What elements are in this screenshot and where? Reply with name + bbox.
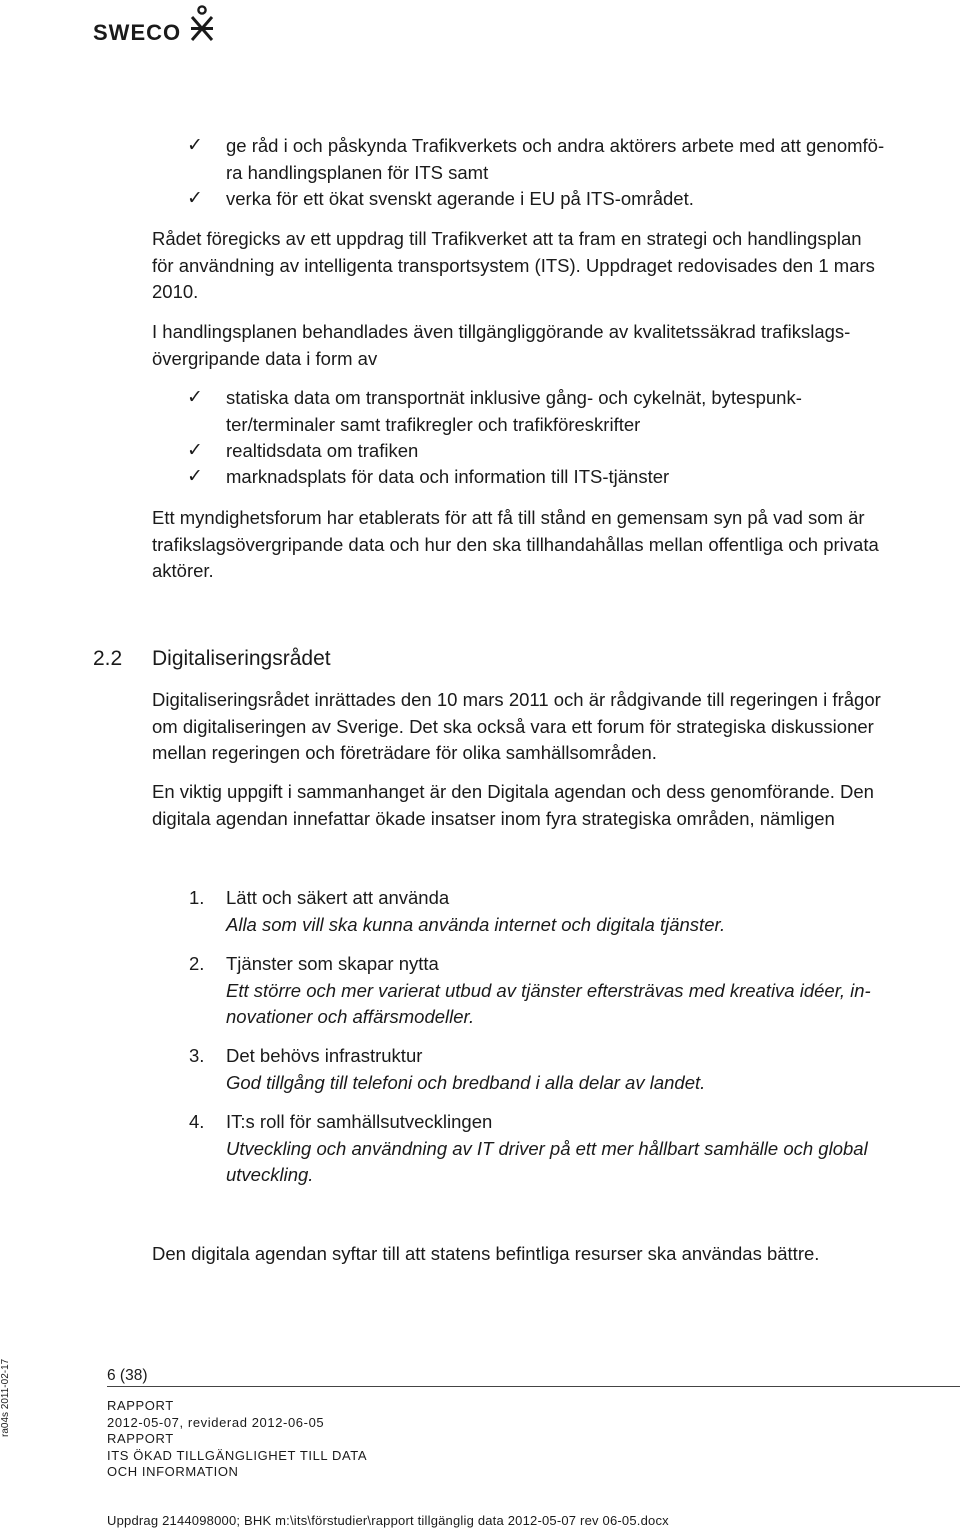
footer-divider xyxy=(107,1386,960,1387)
checkmark-icon: ✓ xyxy=(187,188,203,209)
paragraph-authority-forum: Ett myndighetsforum har etablerats för att få till stånd en gemensam syn på vad som är trafikslagsövergripande data och hur den ska tillhandahållas mellan offentliga och privata aktörer. xyxy=(152,507,879,581)
list-item: realtidsdata om trafiken xyxy=(226,440,419,461)
list-item: ge råd i och påskynda Trafikverkets och andra aktörers arbete med att genomfö- ra handlingsplanen för ITS samt xyxy=(226,135,885,183)
list-item: marknadsplats för data och information till ITS-tjänster xyxy=(226,466,670,487)
checkmark-icon: ✓ xyxy=(187,440,203,461)
list-item: verka för ett ökat svenskt agerande i EU på ITS-området. xyxy=(226,188,694,209)
sweco-star-icon xyxy=(189,4,215,44)
list-item: Det behövs infrastruktur God tillgång till telefoni och bredband i alla delar av landet. xyxy=(226,1045,706,1093)
logo-text: SWECO xyxy=(93,20,182,45)
list-number: 4. xyxy=(189,1111,205,1132)
footer-report-info: RAPPORT 2012-05-07, reviderad 2012-06-05 RAPPORT ITS ÖKAD TILLGÄNGLIGHET TILL DATA OCH INFORMATION xyxy=(107,1398,368,1479)
checkmark-icon: ✓ xyxy=(187,387,203,408)
list-item: Tjänster som skapar nytta Ett större och mer varierat utbud av tjänster eftersträvas med kreativa idéer, in- novationer och affärsmodeller. xyxy=(226,953,871,1027)
paragraph-action-plan: I handlingsplanen behandlades även tillgängliggörande av kvalitetssäkrad trafikslags- övergripande data i form av xyxy=(152,321,851,369)
page-number: 6 (38) xyxy=(107,1367,148,1384)
paragraph-agenda-purpose: Den digitala agendan syftar till att statens befintliga resurser ska användas bättre. xyxy=(152,1243,820,1264)
paragraph-digital-agenda: En viktig uppgift i sammanhanget är den Digitala agendan och dess genomförande. Den digitala agendan innefattar ökade insatser inom fyra strategiska områden, nämligen xyxy=(152,781,874,829)
section-number: 2.2 xyxy=(93,647,123,670)
list-item: statiska data om transportnät inklusive gång- och cykelnät, bytespunk- ter/terminaler samt trafikregler och trafikföreskrifter xyxy=(226,387,802,435)
paragraph-digitalization-council: Digitaliseringsrådet inrättades den 10 mars 2011 och är rådgivande till regeringen i frågor om digitaliseringen av Sverige. Det ska också vara ett forum för strategiska diskussioner mellan regeringen och företrädare för olika samhällsområden. xyxy=(152,689,881,763)
checkmark-icon: ✓ xyxy=(187,466,203,487)
list-item: Lätt och säkert att använda Alla som vill ska kunna använda internet och digitala tjänster. xyxy=(226,887,726,935)
list-number: 2. xyxy=(189,953,205,974)
footer-file-path: Uppdrag 2144098000; BHK m:\its\förstudier\rapport tillgänglig data 2012-05-07 rev 06-05.docx xyxy=(107,1513,669,1528)
list-number: 1. xyxy=(189,887,205,908)
list-number: 3. xyxy=(189,1045,205,1066)
list-item: IT:s roll för samhällsutvecklingen Utveckling och användning av IT driver på ett mer hållbart samhälle och global utveckling. xyxy=(226,1111,868,1185)
paragraph-its-assignment: Rådet föregicks av ett uppdrag till Trafikverket att ta fram en strategi och handlingsplan för användning av intelligenta transportsystem (ITS). Uppdraget redovisades den 1 mars 2010. xyxy=(152,228,875,302)
section-heading xyxy=(93,645,122,673)
section-title: Digitaliseringsrådet xyxy=(152,647,331,670)
template-code: ra04s 2011-02-17 xyxy=(0,1358,11,1437)
checkmark-icon: ✓ xyxy=(187,135,203,156)
